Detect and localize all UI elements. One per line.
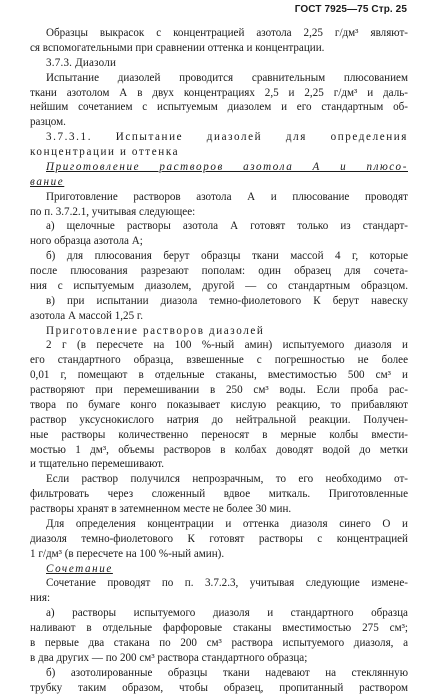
text-line: в первые два стакана по 200 см³ раствора испытуемого диазоля, а <box>30 636 408 651</box>
text-line: Испытание диазолей проводится сравнительным плюсованием <box>30 71 408 86</box>
text-line: ные растворы количественно переносят в мерные колбы вмести- <box>30 428 408 443</box>
text-line: а) щелочные растворы азотола А готовят только из стандарт- <box>30 219 408 234</box>
text-line: ного образца азотола А; <box>30 234 408 249</box>
text-line: Для определения концентрации и оттенка диазоля синего О и <box>30 517 408 532</box>
text-line: диазоля темно-фиолетового К готовят растворы с концентрацией <box>30 532 408 547</box>
text-line: ткани азотолом А в двух концентрациях 2,5 и 2,25 г/дм³ и даль- <box>30 86 408 101</box>
text-line: концентрации и оттенка <box>30 145 408 160</box>
text-line: после плюсования разрезают пополам: один образец для сочета- <box>30 264 408 279</box>
text-line: ния с испытуемым диазолем, другой — со стандартным образцом. <box>30 279 408 294</box>
text-line: 3.7.3.1. Испытание диазолей для определения <box>30 130 408 145</box>
text-line: растворяют при перемешивании в 250 см³ воды. Если проба рас- <box>30 383 408 398</box>
page-header: ГОСТ 7925—75 Стр. 25 <box>0 4 427 18</box>
text-line: и тщательно перемешивают. <box>30 457 408 472</box>
text-line: в два других — по 200 см³ раствора стандартного образца; <box>30 651 408 666</box>
text-line: 1 г/дм³ (в пересчете на 100 %-ный амин). <box>30 547 408 562</box>
text-line: б) азотолированные образцы ткани надевают на стеклянную <box>30 666 408 681</box>
text-line: его стандартного образца, взвешенные с погрешностью не более <box>30 353 408 368</box>
text-line: Образцы выкрасок с концентрацией азотола 2,25 г/дм³ являют- <box>30 26 408 41</box>
text-line: мостью 1 дм³, объемы растворов в колбах доводят водой до метки <box>30 443 408 458</box>
text-line: ся вспомогательными при сравнении оттенка и концентрации. <box>30 41 408 56</box>
document-body <box>30 26 408 695</box>
text-line: Если раствор получился непрозрачным, то его необходимо от- <box>30 472 408 487</box>
text-line: наливают в отдельные фарфоровые стаканы вместимостью 275 см³; <box>30 621 408 636</box>
text-line: трубку таким образом, чтобы образец, пропитанный раствором <box>30 681 408 695</box>
text-line: 0,01 г, помещают в отдельные стаканы, вместимостью 500 см³ и <box>30 368 408 383</box>
text-line: а) растворы испытуемого диазоля и стандартного образца <box>30 606 408 621</box>
text-line: нейшим сочетанием с испытуемым диазолем и его стандартным об- <box>30 100 408 115</box>
text-line: вание <box>30 175 408 190</box>
text-line: Сочетание проводят по п. 3.7.2.3, учитывая следующие измене- <box>30 576 408 591</box>
text-line: Приготовление растворов азотола А и плюсо- <box>30 160 408 175</box>
text-line: по п. 3.7.2.1, учитывая следующее: <box>30 205 408 220</box>
text-line: б) для плюсования берут образцы ткани массой 4 г, которые <box>30 249 408 264</box>
text-line: ния: <box>30 591 408 606</box>
text-line: Сочетание <box>30 562 408 577</box>
text-line: Приготовление растворов диазолей <box>30 324 408 339</box>
text-line: 2 г (в пересчете на 100 %-ный амин) испытуемого диазоля и <box>30 338 408 353</box>
text-line: растворы хранят в затемненном месте не более 30 мин. <box>30 502 408 517</box>
text-line: разцом. <box>30 115 408 130</box>
text-line: азотола А массой 1,25 г. <box>30 309 408 324</box>
text-line: раствор уксуснокислого натрия до нейтральной реакции. Получен- <box>30 413 408 428</box>
text-line: в) при испытании диазола темно-фиолетового К берут навеску <box>30 294 408 309</box>
text-line: твора по бумаге конго показывает кислую реакцию, то прибавляют <box>30 398 408 413</box>
text-line: Приготовление растворов азотола А и плюсование проводят <box>30 190 408 205</box>
text-line: 3.7.3. Диазоли <box>30 56 408 71</box>
text-line: фильтровать через сложенный вдвое миткаль. Приготовленные <box>30 487 408 502</box>
